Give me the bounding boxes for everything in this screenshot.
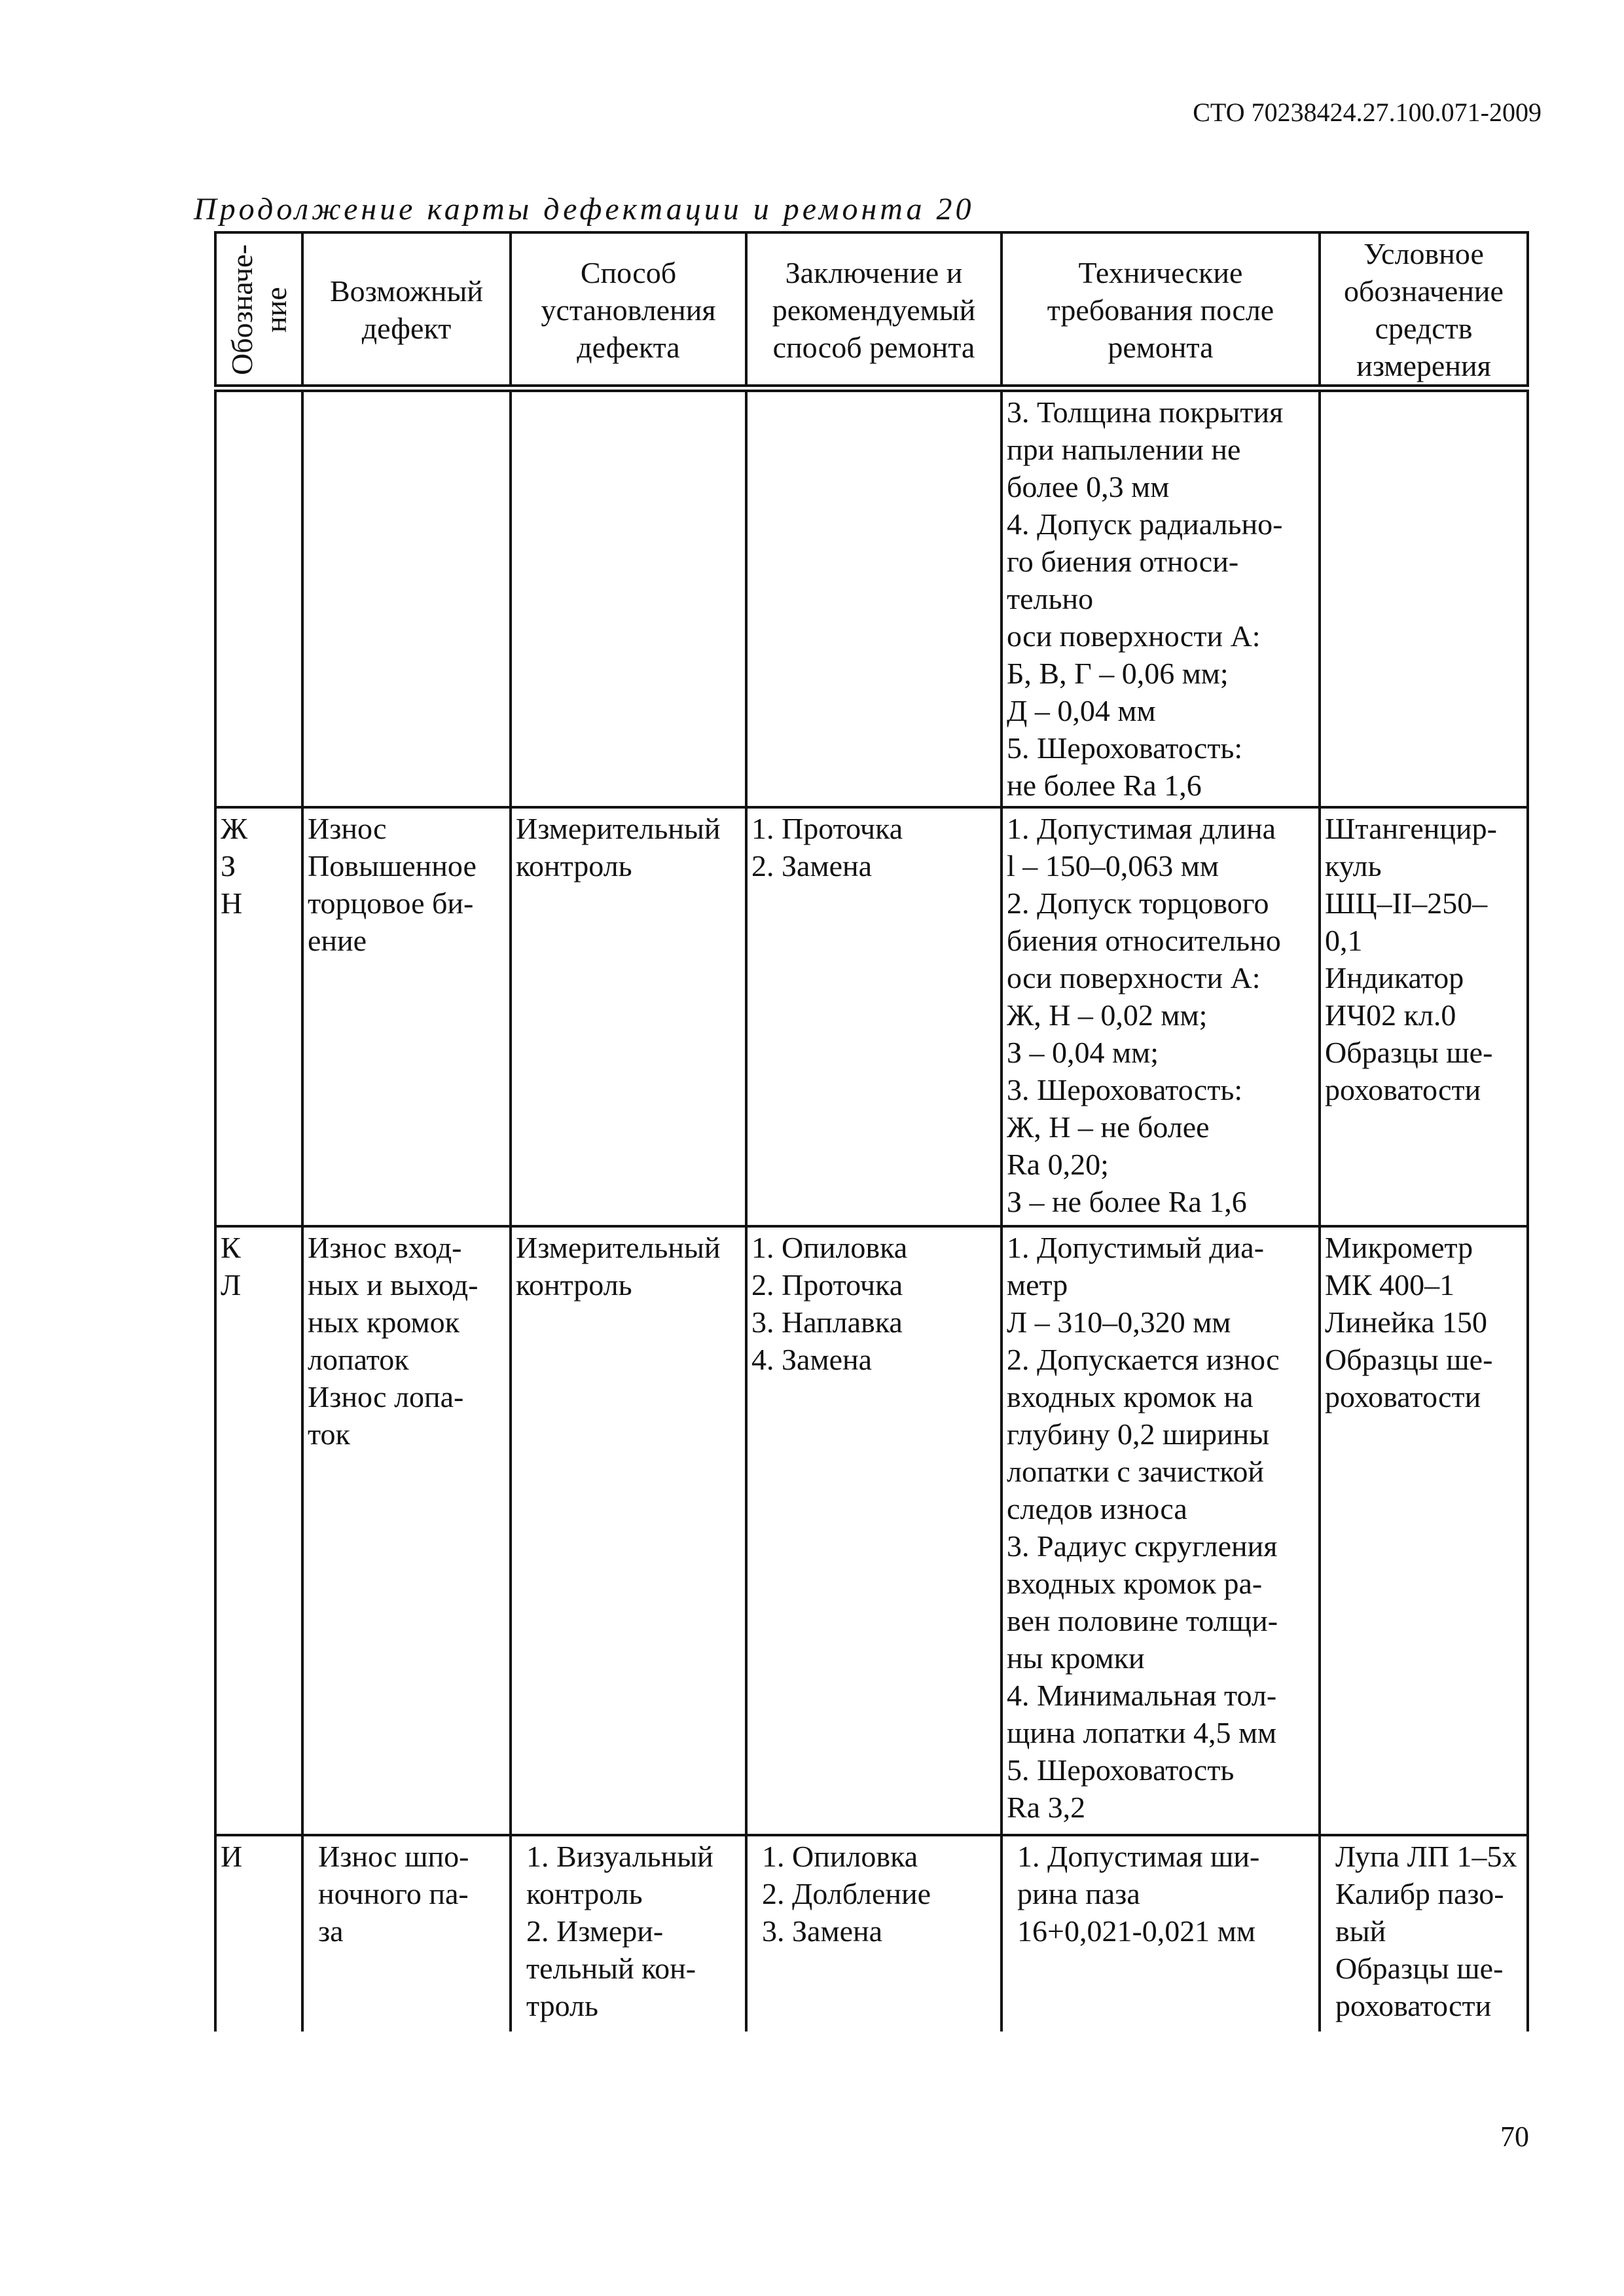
table-row [215, 1226, 1528, 1835]
cell-line: глубину 0,2 ширины [1007, 1417, 1270, 1451]
column-header-method: Способ установления дефекта [511, 232, 746, 388]
cell-line: ны кромки [1007, 1641, 1145, 1675]
cell-line: Износ шпо- [318, 1840, 469, 1873]
cell-designation [215, 1226, 302, 1835]
cell-line: К [221, 1231, 241, 1264]
column-header-defect: Возможный дефект [302, 232, 511, 388]
cell-line: Калибр пазо- [1335, 1877, 1504, 1910]
cell-designation [215, 388, 302, 807]
column-header-requirements: Технические требования после ремонта [1001, 232, 1320, 388]
cell-line: 0,1 [1325, 924, 1363, 957]
cell-designation [215, 807, 302, 1226]
cell-line: l – 150–0,063 мм [1007, 849, 1219, 883]
cell-line: 3. Радиус скругления [1007, 1529, 1278, 1563]
cell-line: Л – 310–0,320 мм [1007, 1305, 1231, 1339]
cell-line: Штангенцир- [1325, 812, 1497, 845]
cell-line: метр [1007, 1268, 1068, 1302]
cell-line: тельно [1007, 582, 1094, 615]
cell-line: 5. Шероховатость: [1007, 731, 1243, 765]
cell-line: И [221, 1840, 243, 1873]
cell-line: роховатости [1325, 1073, 1481, 1106]
cell-line: вен половине толщи- [1007, 1604, 1278, 1637]
cell-line: З [221, 849, 236, 883]
cell-line: Микрометр [1325, 1231, 1473, 1264]
cell-line: Образцы ше- [1325, 1343, 1493, 1376]
cell-line: 5. Шероховатость [1007, 1753, 1235, 1787]
cell-line: 16+0,021-0,021 мм [1017, 1914, 1255, 1948]
cell-line: Износ [308, 812, 387, 845]
cell-defect [302, 388, 511, 807]
cell-line: контроль [516, 849, 632, 883]
cell-designation [215, 1835, 302, 2032]
cell-line: оси поверхности А: [1007, 961, 1261, 994]
cell-line: З – не более Ra 1,6 [1007, 1185, 1247, 1218]
cell-line: за [318, 1914, 344, 1948]
cell-line: лопаток [308, 1343, 409, 1376]
cell-line: куль [1325, 849, 1382, 883]
cell-line: ночного па- [318, 1877, 469, 1910]
column-header-repair: Заключение и рекомендуемый способ ремонта [746, 232, 1001, 388]
cell-repair [746, 807, 1001, 1226]
cell-line: МК 400–1 [1325, 1268, 1455, 1302]
cell-line: Д – 0,04 мм [1007, 694, 1156, 727]
cell-line: 1. Проточка [751, 812, 903, 845]
cell-line: Л [221, 1268, 242, 1302]
cell-line: ИЧ02 кл.0 [1325, 998, 1456, 1032]
cell-line: 1. Визуальный [526, 1840, 713, 1873]
page-number: 70 [1500, 2121, 1529, 2153]
cell-instruments [1320, 388, 1528, 807]
cell-line: 1. Опиловка [762, 1840, 918, 1873]
cell-line: Ж, Н – 0,02 мм; [1007, 998, 1208, 1032]
cell-line: Индикатор [1325, 961, 1464, 994]
cell-line: 2. Измери- [526, 1914, 664, 1948]
cell-line: 1. Опиловка [751, 1231, 908, 1264]
document-code: СТО 70238424.27.100.071-2009 [1193, 98, 1542, 127]
defect-table-container [214, 231, 1529, 2032]
cell-method [511, 388, 746, 807]
cell-defect [302, 1226, 511, 1835]
cell-line: Ж, Н – не более [1007, 1110, 1210, 1144]
cell-line: Износ вход- [308, 1231, 462, 1264]
cell-repair [746, 1226, 1001, 1835]
column-header-designation: Обозначе-ние [215, 232, 302, 388]
cell-line: оси поверхности А: [1007, 619, 1261, 653]
cell-line: Износ лопа- [308, 1380, 464, 1413]
cell-line: 3. Наплавка [751, 1305, 903, 1339]
cell-line: Б, В, Г – 0,06 мм; [1007, 657, 1229, 690]
cell-line: ШЦ–II–250– [1325, 886, 1488, 920]
cell-line: 3. Толщина покрытия [1007, 395, 1284, 429]
cell-line: 1. Допустимый диа- [1007, 1231, 1265, 1264]
cell-instruments [1320, 1226, 1528, 1835]
cell-line: 4. Минимальная тол- [1007, 1679, 1277, 1712]
cell-line: ных и выход- [308, 1268, 478, 1302]
cell-line: вый [1335, 1914, 1386, 1948]
cell-requirements [1001, 1835, 1320, 2032]
cell-line: 2. Допускается износ [1007, 1343, 1280, 1376]
cell-repair [746, 1835, 1001, 2032]
cell-line: Ra 3,2 [1007, 1791, 1086, 1824]
cell-requirements [1001, 1226, 1320, 1835]
cell-line: входных кромок ра- [1007, 1567, 1263, 1600]
cell-requirements [1001, 388, 1320, 807]
cell-line: щина лопатки 4,5 мм [1007, 1716, 1277, 1749]
cell-line: 3. Шероховатость: [1007, 1073, 1243, 1106]
table-row [215, 388, 1528, 807]
cell-line: роховатости [1335, 1989, 1492, 2022]
cell-line: Измерительный [516, 812, 721, 845]
cell-line: троль [526, 1989, 598, 2022]
cell-line: 3. Замена [762, 1914, 883, 1948]
table-body [215, 388, 1528, 2032]
cell-line: Образцы ше- [1335, 1952, 1504, 1985]
cell-line: Лупа ЛП 1–5х [1335, 1840, 1517, 1873]
cell-line: Линейка 150 [1325, 1305, 1488, 1339]
table-row [215, 1835, 1528, 2032]
cell-line: контроль [516, 1268, 632, 1302]
cell-instruments [1320, 1835, 1528, 2032]
cell-line: ение [308, 924, 367, 957]
cell-repair [746, 388, 1001, 807]
cell-line: 4. Замена [751, 1343, 873, 1376]
cell-line: следов износа [1007, 1492, 1187, 1525]
cell-line: входных кромок на [1007, 1380, 1254, 1413]
cell-line: Ж [221, 812, 248, 845]
cell-line: Ra 0,20; [1007, 1148, 1109, 1181]
cell-requirements [1001, 807, 1320, 1226]
cell-line: го биения относи- [1007, 545, 1239, 578]
cell-line: 4. Допуск радиально- [1007, 507, 1283, 541]
cell-line: контроль [526, 1877, 643, 1910]
cell-line: З – 0,04 мм; [1007, 1036, 1159, 1069]
cell-line: при напылении не [1007, 433, 1241, 466]
cell-line: 2. Долбление [762, 1877, 931, 1910]
cell-line: 2. Проточка [751, 1268, 903, 1302]
cell-line: 1. Допустимая ши- [1017, 1840, 1260, 1873]
cell-line: Повышенное [308, 849, 477, 883]
cell-line: Н [221, 886, 243, 920]
cell-line: более 0,3 мм [1007, 470, 1170, 503]
cell-line: ток [308, 1417, 350, 1451]
cell-line: 2. Допуск торцового [1007, 886, 1269, 920]
cell-instruments [1320, 807, 1528, 1226]
cell-line: не более Ra 1,6 [1007, 769, 1202, 802]
cell-method [511, 1835, 746, 2032]
cell-defect [302, 807, 511, 1226]
cell-line: тельный кон- [526, 1952, 696, 1985]
cell-line: 2. Замена [751, 849, 873, 883]
cell-method [511, 1226, 746, 1835]
cell-line: Образцы ше- [1325, 1036, 1493, 1069]
cell-line: рина паза [1017, 1877, 1140, 1910]
cell-line: биения относительно [1007, 924, 1281, 957]
cell-line: Измерительный [516, 1231, 721, 1264]
cell-line: ных кромок [308, 1305, 460, 1339]
table-row [215, 807, 1528, 1226]
cell-line: роховатости [1325, 1380, 1481, 1413]
table-caption: Продолжение карты дефектации и ремонта 20 [194, 192, 975, 227]
defect-table [214, 231, 1529, 2032]
header-row [215, 232, 1528, 388]
cell-line: торцовое би- [308, 886, 474, 920]
cell-defect [302, 1835, 511, 2032]
cell-line: лопатки с зачисткой [1007, 1455, 1264, 1488]
cell-line: 1. Допустимая длина [1007, 812, 1276, 845]
column-header-instruments: Условное обозначение средств измерения [1320, 232, 1528, 388]
cell-method [511, 807, 746, 1226]
